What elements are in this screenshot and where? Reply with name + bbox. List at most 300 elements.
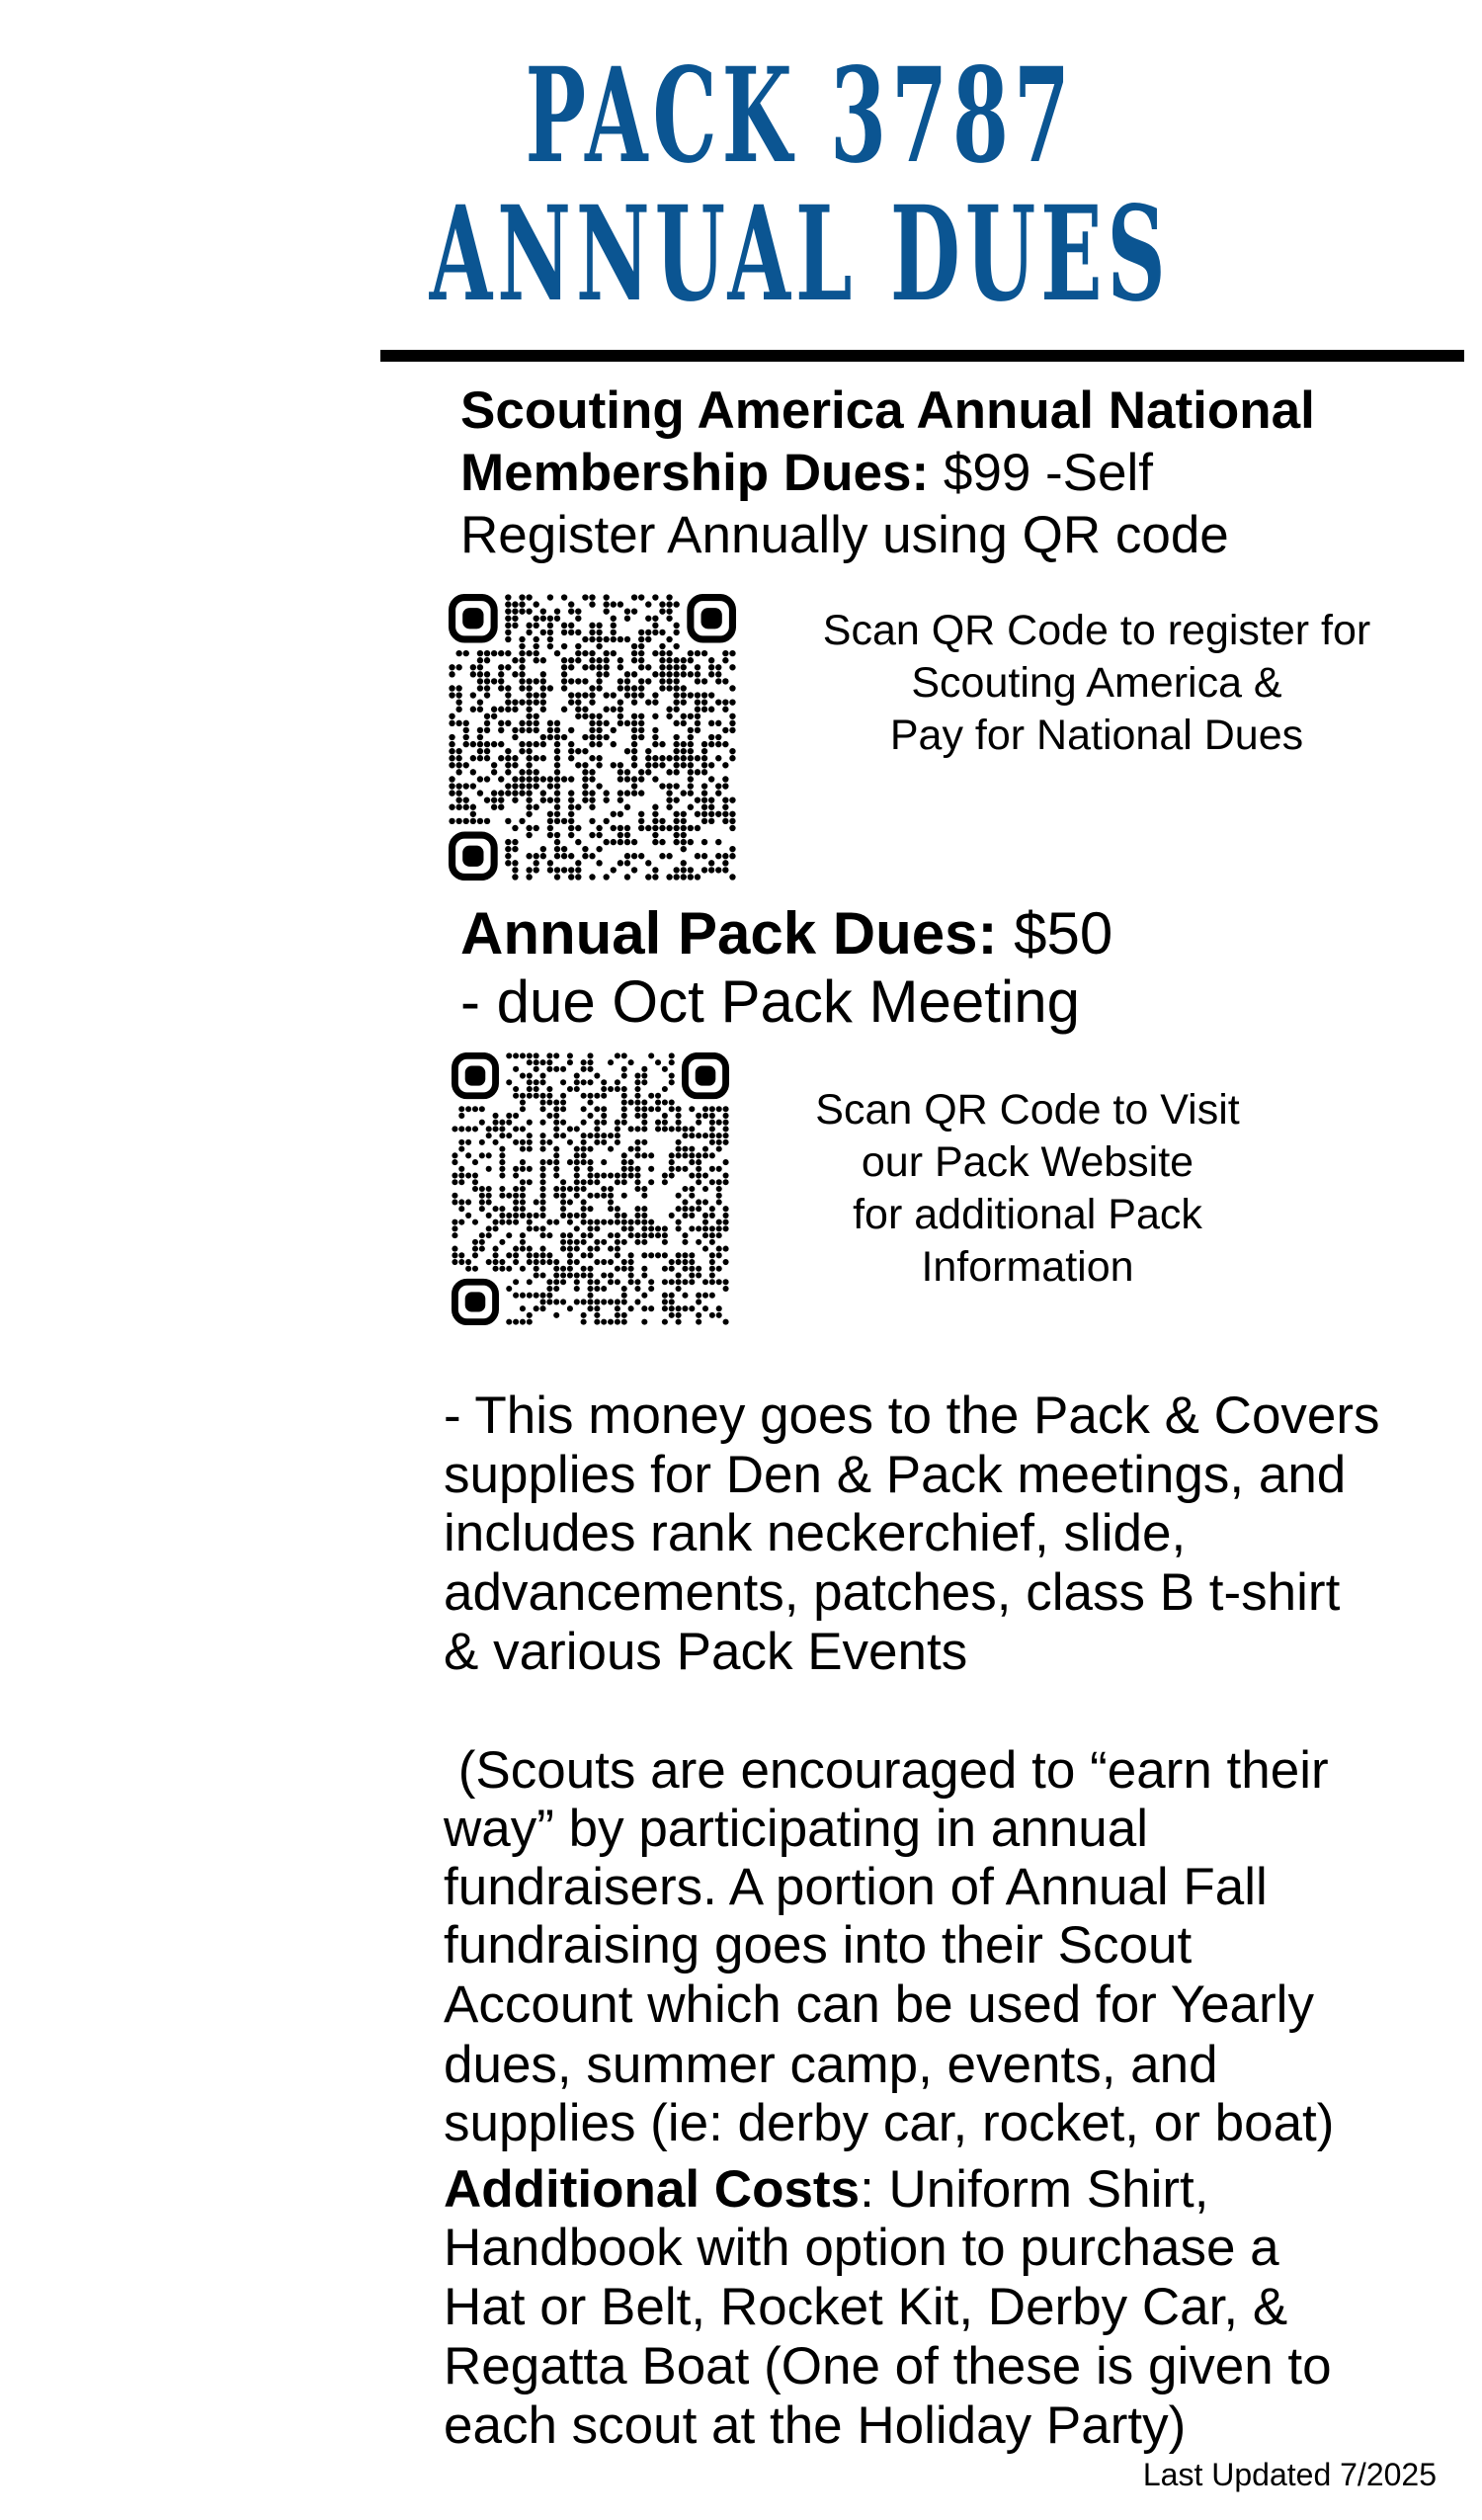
qr-module xyxy=(568,853,574,859)
qr-module xyxy=(596,643,602,649)
qr-module xyxy=(512,846,518,852)
qr-module xyxy=(652,699,658,705)
qr-module xyxy=(506,1113,512,1119)
qr-module xyxy=(560,1239,566,1245)
qr-module xyxy=(568,727,574,733)
paragraph-line: advancements, patches, class B t-shirt xyxy=(444,1563,1341,1622)
qr-module xyxy=(631,594,637,600)
paragraph-line: & various Pack Events xyxy=(444,1623,968,1681)
qr-module xyxy=(701,797,707,802)
qr-module xyxy=(505,623,511,629)
qr-module xyxy=(547,643,553,649)
qr-module xyxy=(702,1186,708,1192)
qr-module xyxy=(676,1305,682,1311)
qr-module xyxy=(604,671,610,677)
qr-module xyxy=(696,1272,701,1278)
qr-module xyxy=(458,1106,464,1112)
qr-module xyxy=(702,1213,708,1218)
qr-module xyxy=(452,1252,457,1258)
qr-module xyxy=(624,685,630,691)
qr-module xyxy=(587,1206,593,1212)
qr-module xyxy=(666,657,672,663)
qr-module xyxy=(568,609,574,615)
qr-module xyxy=(701,790,707,796)
qr-module xyxy=(669,1099,675,1105)
pack-website-qr-code[interactable] xyxy=(452,1052,729,1325)
qr-module xyxy=(596,762,602,768)
qr-module xyxy=(669,1293,675,1299)
qr-module xyxy=(491,797,497,802)
qr-module xyxy=(539,1079,545,1085)
qr-module xyxy=(611,623,617,629)
caption-line: Pay for National Dues xyxy=(889,712,1304,759)
qr-module xyxy=(673,741,679,747)
qr-module xyxy=(652,616,658,622)
qr-module xyxy=(618,685,623,691)
qr-module xyxy=(581,1272,587,1278)
qr-module xyxy=(641,1239,647,1245)
qr-module xyxy=(567,1159,573,1165)
qr-module xyxy=(449,762,454,768)
qr-module xyxy=(638,657,644,663)
qr-module xyxy=(582,664,588,670)
qr-module xyxy=(498,755,504,761)
qr-module xyxy=(582,748,588,754)
qr-module xyxy=(561,623,567,629)
qr-module xyxy=(681,720,687,726)
qr-module xyxy=(709,1312,715,1318)
qr-module xyxy=(589,797,595,802)
qr-module xyxy=(506,1052,512,1058)
qr-module xyxy=(477,755,483,761)
qr-module xyxy=(561,707,567,713)
qr-module xyxy=(715,867,721,873)
qr-module xyxy=(582,790,588,796)
qr-module xyxy=(596,671,602,677)
qr-module xyxy=(589,734,595,740)
qr-module xyxy=(520,1266,526,1272)
qr-module xyxy=(575,707,581,713)
qr-module xyxy=(673,720,679,726)
qr-module xyxy=(666,755,672,761)
qr-module xyxy=(513,1126,519,1132)
qr-module xyxy=(701,707,707,713)
qr-module xyxy=(594,1093,600,1099)
qr-module xyxy=(534,1199,539,1205)
qr-module xyxy=(594,1219,600,1225)
qr-module xyxy=(455,769,461,775)
qr-module xyxy=(547,867,553,873)
qr-module xyxy=(608,1199,614,1205)
qr-module xyxy=(621,1159,627,1165)
qr-module xyxy=(638,714,644,719)
qr-module xyxy=(560,1133,566,1138)
qr-module xyxy=(708,797,714,802)
qr-module xyxy=(554,811,560,817)
qr-module xyxy=(652,714,658,719)
qr-module xyxy=(624,678,630,684)
qr-module xyxy=(594,1259,600,1265)
qr-module xyxy=(631,776,637,782)
qr-module xyxy=(498,650,504,656)
qr-module xyxy=(479,1186,485,1192)
qr-module xyxy=(638,811,644,817)
qr-module xyxy=(479,1232,485,1238)
qr-module xyxy=(689,1146,695,1152)
qr-module xyxy=(553,1193,559,1199)
paragraph-line: Handbook with option to purchase a xyxy=(444,2219,1279,2277)
qr-module xyxy=(638,692,644,698)
qr-module xyxy=(513,1173,519,1179)
qr-module xyxy=(659,825,665,831)
qr-module xyxy=(470,769,476,775)
qr-module xyxy=(708,860,714,866)
qr-module xyxy=(659,657,665,663)
qr-module xyxy=(669,1106,675,1112)
national-qr-caption xyxy=(781,605,1413,762)
qr-module xyxy=(470,692,476,698)
qr-module xyxy=(688,741,694,747)
qr-module xyxy=(534,860,539,866)
qr-module xyxy=(604,594,610,600)
qr-module xyxy=(512,867,518,873)
qr-module xyxy=(553,1099,559,1105)
qr-module xyxy=(652,762,658,768)
qr-module xyxy=(601,1173,607,1179)
qr-module xyxy=(631,755,637,761)
caption-line: Scan QR Code to register for xyxy=(822,607,1371,654)
qr-module xyxy=(499,1206,505,1212)
qr-module xyxy=(519,769,525,775)
qr-module xyxy=(645,664,651,670)
qr-module xyxy=(634,1126,640,1132)
qr-module xyxy=(715,853,721,859)
qr-module xyxy=(527,1319,533,1325)
qr-module xyxy=(682,1259,688,1265)
qr-module xyxy=(624,671,630,677)
qr-module xyxy=(526,699,532,705)
qr-module xyxy=(499,1193,505,1199)
qr-module xyxy=(484,650,490,656)
qr-module xyxy=(628,1305,634,1311)
qr-module xyxy=(526,623,532,629)
qr-module xyxy=(499,1166,505,1172)
qr-module xyxy=(452,1126,457,1132)
qr-module xyxy=(449,741,454,747)
qr-module xyxy=(519,636,525,642)
qr-module xyxy=(519,748,525,754)
qr-module xyxy=(455,699,461,705)
qr-module xyxy=(520,1206,526,1212)
qr-module xyxy=(553,1066,559,1072)
qr-module xyxy=(715,678,721,684)
qr-module xyxy=(534,714,539,719)
qr-module xyxy=(669,1159,675,1165)
qr-module xyxy=(575,867,581,873)
qr-module xyxy=(628,1146,634,1152)
qr-module xyxy=(621,1093,627,1099)
qr-module xyxy=(662,1179,668,1185)
qr-module xyxy=(682,1232,688,1238)
qr-module xyxy=(662,1266,668,1272)
qr-module xyxy=(729,748,735,754)
qr-module xyxy=(547,623,553,629)
qr-module xyxy=(641,1106,647,1112)
qr-module xyxy=(534,727,539,733)
qr-module xyxy=(449,776,454,782)
qr-module xyxy=(596,720,602,726)
qr-module xyxy=(568,755,574,761)
qr-module xyxy=(631,783,637,789)
qr-module xyxy=(676,1113,682,1119)
qr-module xyxy=(618,720,623,726)
qr-module xyxy=(581,1199,587,1205)
qr-module xyxy=(581,1079,587,1085)
qr-module xyxy=(498,671,504,677)
qr-module xyxy=(554,616,560,622)
qr-module xyxy=(631,734,637,740)
qr-module xyxy=(527,1259,533,1265)
qr-module xyxy=(673,818,679,824)
qr-module xyxy=(568,818,574,824)
qr-module xyxy=(634,1219,640,1225)
qr-module xyxy=(645,678,651,684)
qr-module xyxy=(463,797,469,802)
qr-module xyxy=(628,1159,634,1165)
qr-module xyxy=(682,1252,688,1258)
qr-module xyxy=(498,804,504,810)
qr-module xyxy=(574,1213,580,1218)
qr-module xyxy=(554,832,560,838)
qr-module xyxy=(512,623,518,629)
qr-module xyxy=(561,846,567,852)
qr-module xyxy=(676,1279,682,1285)
qr-module xyxy=(472,1219,478,1225)
qr-module xyxy=(540,776,546,782)
qr-module xyxy=(669,1152,675,1158)
qr-module xyxy=(594,1279,600,1285)
qr-module xyxy=(673,707,679,713)
qr-module xyxy=(499,1213,505,1218)
qr-module xyxy=(526,741,532,747)
qr-module xyxy=(702,1152,708,1158)
qr-module xyxy=(669,1266,675,1272)
qr-module xyxy=(652,692,658,698)
qr-module xyxy=(596,678,602,684)
qr-module xyxy=(621,1113,627,1119)
additional-costs-text: : Uniform Shirt, xyxy=(860,2160,1209,2219)
qr-module xyxy=(546,1286,552,1292)
qr-module xyxy=(546,1293,552,1299)
qr-module xyxy=(624,832,630,838)
qr-module xyxy=(581,1206,587,1212)
qr-module xyxy=(519,678,525,684)
qr-module xyxy=(701,699,707,705)
qr-module xyxy=(641,1126,647,1132)
additional-costs-label: Additional Costs xyxy=(444,2160,861,2219)
qr-finder-center xyxy=(696,1065,716,1085)
qr-module xyxy=(615,1312,620,1318)
qr-module xyxy=(534,601,539,607)
qr-module xyxy=(526,748,532,754)
qr-module xyxy=(499,1146,505,1152)
qr-module xyxy=(493,1246,499,1252)
qr-module xyxy=(546,1052,552,1058)
qr-module xyxy=(631,643,637,649)
qr-module xyxy=(628,1279,634,1285)
qr-module xyxy=(581,1120,587,1126)
qr-module xyxy=(615,1213,620,1218)
qr-module xyxy=(611,650,617,656)
qr-module xyxy=(493,1219,499,1225)
qr-module xyxy=(624,692,630,698)
qr-module xyxy=(486,1232,492,1238)
qr-module xyxy=(673,692,679,698)
qr-module xyxy=(615,1173,620,1179)
qr-module xyxy=(715,839,721,845)
qr-module xyxy=(696,1293,701,1299)
qr-module xyxy=(582,762,588,768)
national-registration-qr-code[interactable] xyxy=(449,594,736,881)
qr-module xyxy=(463,741,469,747)
qr-module xyxy=(539,1299,545,1304)
qr-module xyxy=(513,1086,519,1092)
qr-module xyxy=(527,1293,533,1299)
qr-module xyxy=(472,1179,478,1185)
qr-module xyxy=(652,818,658,824)
qr-module xyxy=(547,825,553,831)
qr-module xyxy=(681,825,687,831)
qr-finder-center xyxy=(465,1292,486,1311)
qr-module xyxy=(688,867,694,873)
qr-module xyxy=(604,839,610,845)
qr-module xyxy=(540,657,546,663)
qr-module xyxy=(682,1293,688,1299)
qr-module xyxy=(641,1266,647,1272)
qr-module xyxy=(611,867,617,873)
qr-module xyxy=(608,1232,614,1238)
qr-module xyxy=(722,860,728,866)
qr-module xyxy=(729,727,735,733)
qr-module xyxy=(695,714,700,719)
qr-module xyxy=(596,727,602,733)
qr-module xyxy=(696,1225,701,1231)
qr-module xyxy=(568,832,574,838)
qr-module xyxy=(624,616,630,622)
qr-module xyxy=(547,776,553,782)
qr-module xyxy=(608,1086,614,1092)
qr-module xyxy=(696,1120,701,1126)
qr-module xyxy=(458,1252,464,1258)
pack-dues-due-line: - due Oct Pack Meeting xyxy=(460,968,1080,1035)
qr-module xyxy=(701,839,707,845)
qr-module xyxy=(688,769,694,775)
qr-module xyxy=(567,1259,573,1265)
paragraph-line: supplies (ie: derby car, rocket, or boat) xyxy=(444,2094,1335,2152)
qr-module xyxy=(499,1259,505,1265)
qr-module xyxy=(648,1166,654,1172)
qr-module xyxy=(634,1279,640,1285)
qr-module xyxy=(534,867,539,873)
qr-module xyxy=(652,727,658,733)
qr-module xyxy=(513,1066,519,1072)
qr-module xyxy=(567,1126,573,1132)
qr-module xyxy=(567,1232,573,1238)
qr-module xyxy=(560,1206,566,1212)
qr-module xyxy=(553,1299,559,1304)
qr-module xyxy=(689,1305,695,1311)
qr-module xyxy=(729,650,735,656)
qr-module xyxy=(587,1279,593,1285)
qr-module xyxy=(505,818,511,824)
qr-module xyxy=(463,734,469,740)
qr-module xyxy=(534,720,539,726)
qr-module xyxy=(587,1286,593,1292)
qr-module xyxy=(540,678,546,684)
qr-module xyxy=(560,1093,566,1099)
qr-module xyxy=(608,1059,614,1065)
qr-module xyxy=(546,1059,552,1065)
qr-module xyxy=(526,650,532,656)
qr-module xyxy=(449,692,454,698)
qr-module xyxy=(682,1166,688,1172)
qr-module xyxy=(539,1106,545,1112)
qr-module xyxy=(682,1199,688,1205)
qr-module xyxy=(540,609,546,615)
qr-module xyxy=(631,699,637,705)
qr-module xyxy=(505,860,511,866)
qr-module xyxy=(659,853,665,859)
qr-module xyxy=(505,783,511,789)
qr-module xyxy=(618,714,623,719)
qr-module xyxy=(575,692,581,698)
qr-module xyxy=(634,1173,640,1179)
qr-module xyxy=(527,1079,533,1085)
qr-module xyxy=(477,748,483,754)
qr-module xyxy=(645,601,651,607)
qr-module xyxy=(506,1252,512,1258)
qr-module xyxy=(701,650,707,656)
qr-module xyxy=(645,748,651,754)
qr-module xyxy=(641,1066,647,1072)
qr-module xyxy=(477,790,483,796)
qr-module xyxy=(520,1293,526,1299)
qr-module xyxy=(652,734,658,740)
qr-module xyxy=(493,1259,499,1265)
qr-module xyxy=(539,1252,545,1258)
qr-module xyxy=(553,1166,559,1172)
qr-module xyxy=(491,650,497,656)
paragraph-line: supplies for Den & Pack meetings, and xyxy=(444,1446,1347,1504)
qr-module xyxy=(587,1252,593,1258)
qr-module xyxy=(560,1299,566,1304)
qr-module xyxy=(676,1126,682,1132)
qr-module xyxy=(574,1073,580,1079)
qr-module xyxy=(608,1133,614,1138)
qr-module xyxy=(587,1299,593,1304)
qr-module xyxy=(587,1272,593,1278)
qr-module xyxy=(601,1299,607,1304)
qr-module xyxy=(634,1213,640,1218)
paragraph-line: dues, summer camp, events, and xyxy=(444,2036,1218,2094)
qr-module xyxy=(519,741,525,747)
qr-module xyxy=(638,818,644,824)
qr-module xyxy=(596,685,602,691)
qr-module xyxy=(477,657,483,663)
qr-module xyxy=(519,657,525,663)
qr-module xyxy=(560,1279,566,1285)
qr-module xyxy=(505,685,511,691)
